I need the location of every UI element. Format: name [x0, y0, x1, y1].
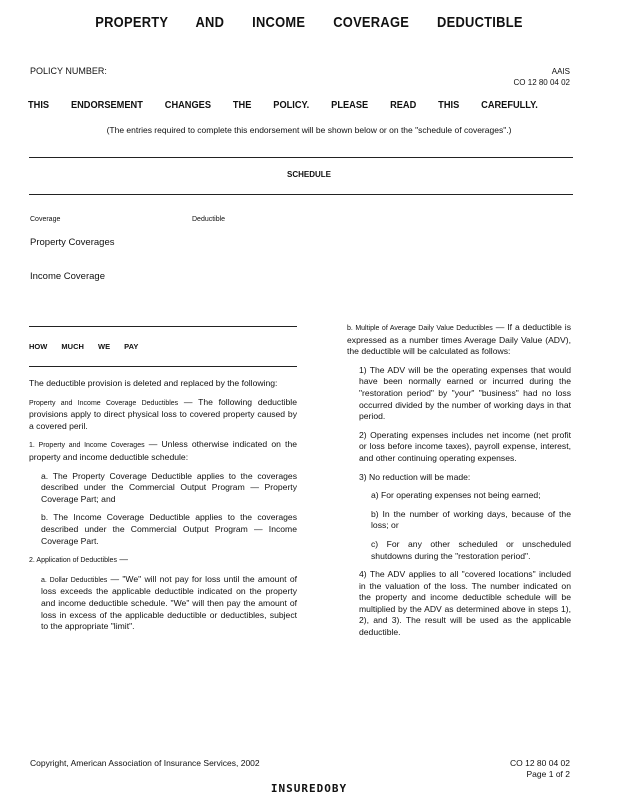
application-lead: 2. Application of Deductibles [29, 557, 117, 565]
adv-step-2: 2) Operating expenses includes net income (net profit or loss before income taxes), payroll expense, interest, and other continuing operating expenses. [359, 429, 571, 463]
divider [29, 157, 573, 158]
divider [29, 194, 573, 195]
income-deductible-item: b. The Income Coverage Deductible applies to the coverages described under the Commercial Output Program — Income Coverage Part. [41, 512, 297, 546]
deductible-column-header: Deductible [192, 216, 226, 223]
adv-deductibles-lead: b. Multiple of Average Daily Value Deductibles [347, 325, 493, 332]
right-column [347, 322, 571, 646]
org-code: AAIS [551, 67, 570, 76]
coverages-lead: 1. Property and Income Coverages [29, 442, 145, 450]
coverage-column-header: Coverage [30, 216, 61, 223]
watermark: INSUREDOBY [270, 782, 348, 795]
page-number: Page 1 of 2 [526, 769, 570, 779]
policy-number-label: POLICY NUMBER: [30, 66, 107, 76]
form-number-top: CO 12 80 04 02 [513, 78, 570, 87]
adv-step-4: 4) The ADV applies to all "covered locations" included in the valuation of the loss. The number indicated on the property and income deductible schedule will be multiplied by the ADV as determined above in steps 1), 2), and 3). The result will be used as the applicable deductible. [359, 569, 571, 638]
adv-step-3a: a) For operating expenses not being earned; [371, 490, 541, 501]
form-title: PROPERTY AND INCOME COVERAGE DEDUCTIBLE [95, 14, 523, 31]
divider [29, 326, 297, 327]
endorsement-warning: THIS ENDORSEMENT CHANGES THE POLICY. PLEASE READ THIS CAREFULLY. [28, 99, 538, 111]
deductibles-text: — The following deductible provisions apply to direct physical loss to covered property caused by a covered peril. [29, 396, 297, 431]
copyright-notice: Copyright, American Association of Insurance Services, 2002 [30, 758, 260, 768]
dollar-deductibles-lead: a. Dollar Deductibles [41, 576, 108, 584]
adv-step-1: 1) The ADV will be the operating expenses that would have been normally earned or incurred during the "restoration period" by "your" "business" had no loss occurred divided by the number of working days in that period. [359, 364, 571, 422]
dollar-deductibles-text: — "We" will not pay for loss until the amount of loss exceeds the applicable deductible indicated on the property and income deductible schedule. "We" will then pay the amount of loss in excess of the applicable deductible or deductibles, subject to the appropriate "limit". [41, 573, 297, 632]
form-id-bottom [510, 758, 570, 780]
divider [29, 366, 297, 367]
left-column [29, 378, 297, 640]
section-heading: HOW MUCH WE PAY [29, 342, 139, 351]
adv-step-3: 3) No reduction will be made: [359, 471, 471, 482]
coverages-paragraph [29, 439, 297, 463]
adv-deductibles-text: — If a deductible is expressed as a number times Average Daily Value (ADV), the deductible will be calculated as follows: [347, 322, 571, 357]
application-paragraph [29, 554, 297, 567]
schedule-row-property: Property Coverages [30, 237, 115, 248]
deductibles-paragraph [29, 397, 297, 433]
adv-deductibles-paragraph [347, 322, 571, 358]
form-number-bottom: CO 12 80 04 02 [509, 758, 570, 768]
form-id-top [514, 66, 570, 88]
adv-step-3c: c) For any other scheduled or unscheduled shutdowns during the "restoration period". [371, 538, 571, 561]
intro-paragraph: The deductible provision is deleted and replaced by the following: [29, 378, 278, 388]
schedule-heading: SCHEDULE [286, 170, 331, 179]
entries-note: (The entries required to complete this endorsement will be shown below or on the "schedule of coverages".) [106, 125, 512, 135]
property-deductible-item: a. The Property Coverage Deductible applies to the coverages described under the Commercial Output Program — Property Coverage Part; and [41, 470, 297, 504]
application-text: — [116, 554, 128, 565]
schedule-row-income: Income Coverage [30, 271, 105, 282]
coverages-text: — Unless otherwise indicated on the property and income deductible schedule: [29, 439, 298, 462]
deductibles-lead: Property and Income Coverage Deductibles [29, 399, 179, 407]
adv-step-3b: b) In the number of working days, because of the loss; or [371, 508, 571, 531]
dollar-deductibles-item [29, 574, 297, 633]
